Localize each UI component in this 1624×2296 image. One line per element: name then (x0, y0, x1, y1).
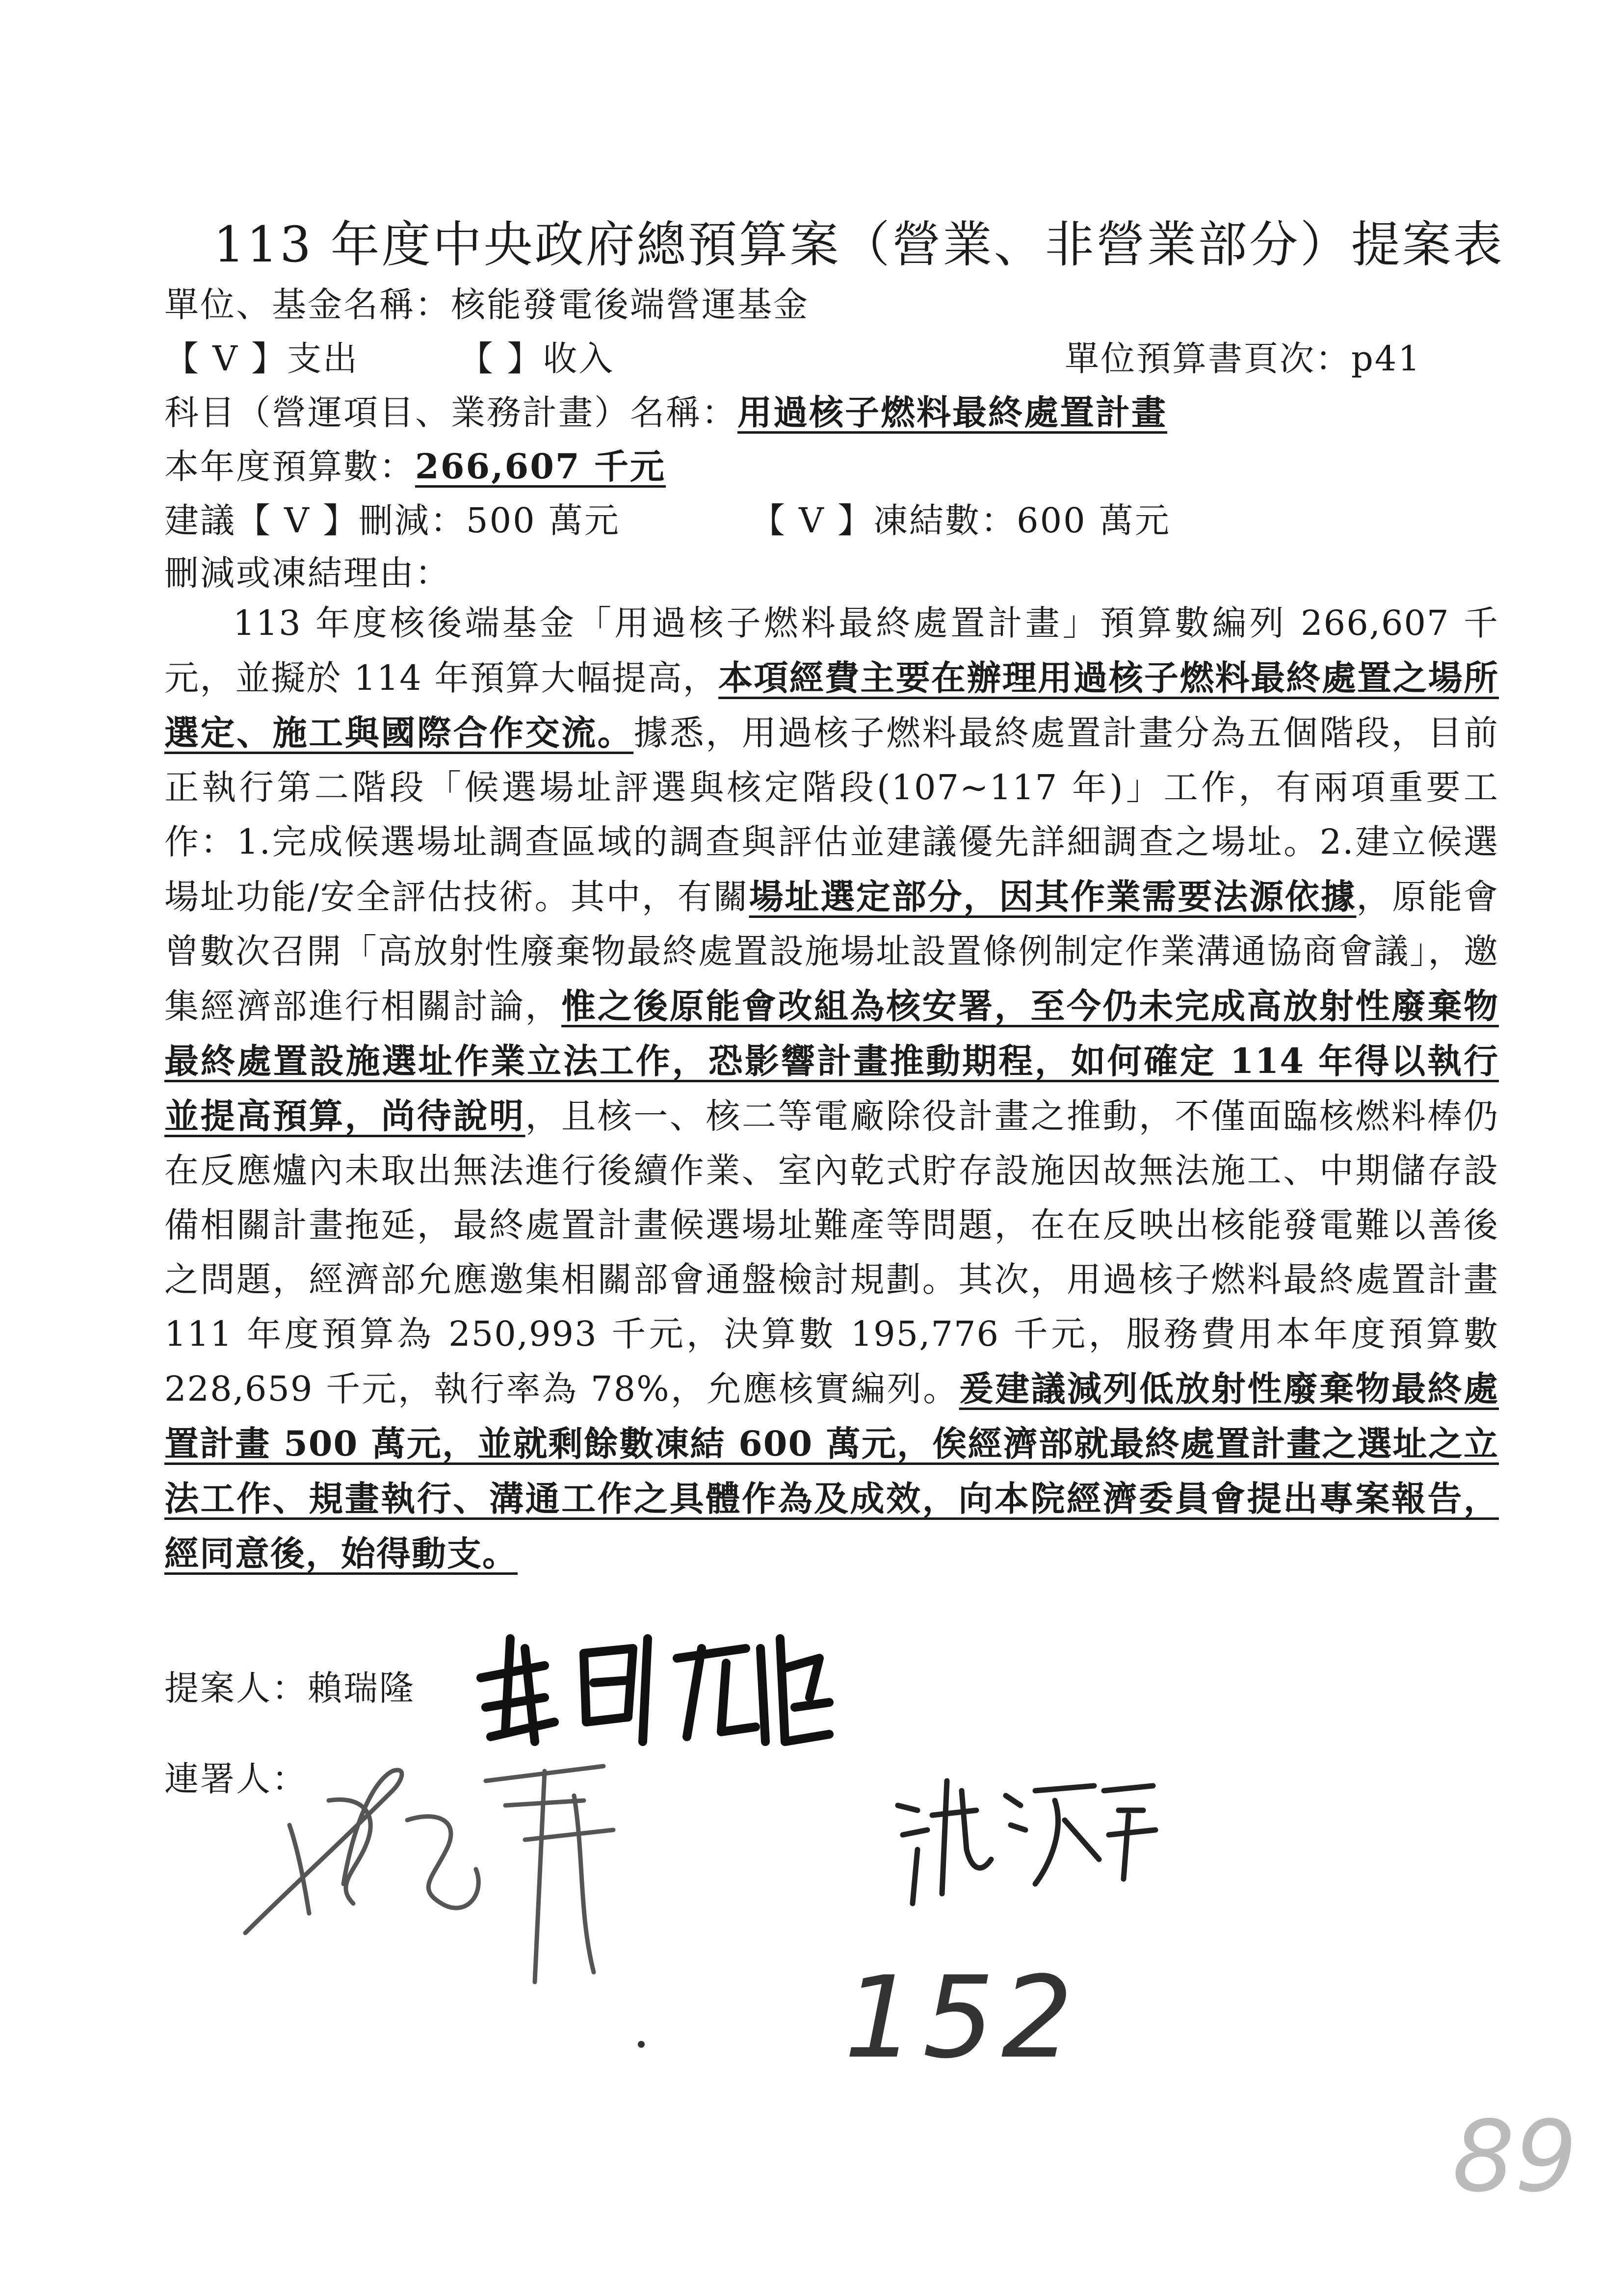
budget-line (164, 439, 666, 489)
item-line (164, 385, 1167, 435)
cosigner-label: 連署人： (164, 1759, 308, 1799)
dot-mark (638, 2041, 645, 2048)
freeze-proposal: 【 V 】凍結數：600 萬元 (751, 500, 1171, 541)
unit-line (164, 277, 809, 327)
proposer-label: 提案人： (164, 1668, 308, 1708)
item-label: 科目（營運項目、業務計畫）名稱： (164, 392, 737, 433)
page-reference: 單位預算書頁次：p41 (1065, 339, 1421, 379)
body-text: ，且核一、核二等電廠除役計畫之推動，不僅面臨核燃料棒仍在反應爐內未取出無法進行後續作業、室內乾式貯存設施因故無法施工、中期儲存設備相關計畫拖延，最終處置計畫候選場址難產等問題，在在反映出核能發電難以善後之問題，經濟部允應邀集相關部會通盤檢討規劃。其次，用過核子燃料最終處置計畫 111 年度預算為 250,993 千元，決算數 195,776 千元，服務費用本年度預算數 228,659 千元，執行率為 78%，允應核實編列。 (164, 1096, 1499, 1409)
handwritten-page-number: 89 (1452, 2100, 1577, 2214)
reason-body (164, 596, 1499, 1581)
unit-value: 核能發電後端營運基金 (451, 285, 809, 325)
budget-label: 本年度預算數： (164, 446, 415, 487)
body-text: 113 年度核後端基金「用過核子燃料最終處置計畫」預算數編列 266,607 千元，並擬於 114 年預算大幅提高， (164, 603, 1499, 698)
budget-value: 266,607 千元 (415, 446, 666, 487)
income-checkbox: 【 】收入 (459, 339, 615, 379)
cut-proposal: 建議【 V 】刪減：500 萬元 (164, 500, 620, 541)
proposer-line (164, 1661, 415, 1710)
body-text: ，原能會曾數次召開「高放射性廢棄物最終處置設施場址設置條例制定作業溝通協商會議」，邀集經濟部進行相關討論， (164, 877, 1499, 1026)
emphasis-text: 場址選定部分，因其作業需要法源依據 (749, 876, 1357, 917)
proposer-name: 賴瑞隆 (308, 1668, 415, 1708)
body-text: 據悉，用過核子燃料最終處置計畫分為五個階段，目前正執行第二階段「候選場址評選與核定階段(107~117 年)」工作，有兩項重要工作：1.完成候選場址調查區域的調查與評估並建議優先詳細調查之場址。2.建立候選場址功能/安全評估技術。其中，有關 (164, 713, 1499, 917)
cosigner-signature (231, 1727, 653, 2002)
unit-label: 單位、基金名稱： (164, 285, 451, 325)
page-title: 113 年度中央政府總預算案（營業、非營業部分）提案表 (213, 216, 1504, 273)
item-value: 用過核子燃料最終處置計畫 (737, 392, 1167, 433)
emphasis-text: 惟之後原能會改組為核安署，至今仍未完成高放射性廢棄物最終處置設施選址作業立法工作，恐影響計畫推動期程，如何確定 114 年得以執行並提高預算，尚待說明 (164, 986, 1499, 1136)
emphasis-text: 本項經費主要在辦理用過核子燃料最終處置之場所選定、施工與國際合作交流。 (164, 657, 1499, 753)
cosigner-signature (888, 1761, 1163, 1908)
expense-checkbox: 【 V 】支出 (164, 339, 359, 379)
emphasis-text: 爰建議減列低放射性廢棄物最終處置計畫 500 萬元，並就剩餘數凍結 600 萬元，俟經濟部就最終處置計畫之選址之立法工作、規畫執行、溝通工作之具體作為及成效，向本院經濟委員會提出專案報告，經同意後，始得動支。 (164, 1368, 1499, 1574)
handwritten-number: 152 (844, 1953, 1080, 2084)
reason-label: 刪減或凍結理由： (164, 553, 451, 593)
